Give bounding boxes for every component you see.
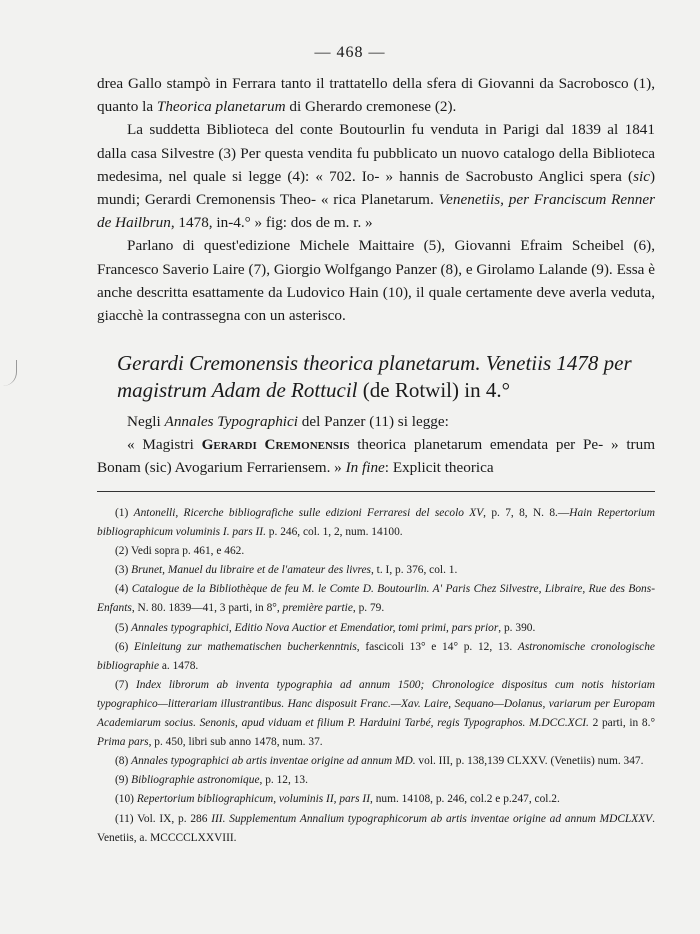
paragraph-4: Negli Annales Typographici del Panzer (11) si legge: — [127, 413, 449, 430]
paragraph-3: Parlano di quest'edizione Michele Maittaire (5), Giovanni Efraim Scheibel (6), Francesco Saverio Laire (7), Giorgio Wolfgango Panzer (8), e Girolamo Lalande (9). Essa è anche descritta esattamente da Ludovico Hain (10), il quale certamente deve averla veduta, giacchè la contrassegna con un asterisco. — [97, 237, 655, 325]
footnote: (3) Brunet, Manuel du libraire et de l'amateur des livres, t. I, p. 376, col. 1. — [115, 564, 458, 577]
footnote: (6) Einleitung zur mathematischen bucherkenntnis, fascicoli 13° e 14° p. 12, 13. Astronomische cronologische bibliographie a. 1478. — [97, 640, 655, 672]
footnote: (1) Antonelli, Ricerche bibliografiche sulle edizioni Ferraresi del secolo XV, p. 7, 8, N. 8.—Hain Repertorium bibliographicum voluminis I. pars II. p. 246, col. 1, 2, num. 14100. — [97, 507, 655, 539]
footnote: (4) Catalogue de la Bibliothèque de feu M. le Comte D. Boutourlin. A' Paris Chez Silvestre, Libraire, Rue des Bons-Enfants, N. 80. 1839—41, 3 parti, in 8°, première partie, p. 79. — [97, 583, 655, 615]
footnote: (8) Annales typographici ab artis inventae origine ad annum MD. vol. III, p. 138,139 CLXXV. (Venetiis) num. 347. — [115, 755, 644, 768]
footnote: (9) Bibliographie astronomique, p. 12, 13. — [115, 774, 308, 787]
footnote-divider — [97, 491, 655, 492]
paragraph-1: drea Gallo stampò in Ferrara tanto il trattatello della sfera di Giovanni da Sacrobosco (1), quanto la Theorica planetarum di Gherardo cremonese (2). — [97, 75, 655, 116]
paragraph-2: La suddetta Biblioteca del conte Boutourlin fu venduta in Parigi dal 1839 al 1841 dalla casa Silvestre (3) Per questa vendita fu pubblicato un nuovo catalogo della Biblioteca medesima, nel quale si legge (4): « 702. Io- » hannis de Sacrobusto Anglici spera (sic) mundi; Gerardi Cremonensis Theo- « rica Planetarum. Venenetiis, per Franciscum Renner de Hailbrun, 1478, in-4.° » fig: dos de m. r. » — [97, 121, 655, 232]
footnote: (7) Index librorum ab inventa typographia ad annum 1500; Chronologice dispositus cum notis historiam typographico—litterariam illustrantibus. Hanc disposuit Franc.—Xav. Laire, Sequano—Dolanus, variarum per Europam Academiarum socius. Senonis, apud viduam et filium P. Harduini Tarbé, regis Typographos. M.DCC.XCI. 2 parti, in 8.° Prima pars, p. 450, libri sub anno 1478, num. 37. — [97, 678, 656, 749]
footnote: (11) Vol. IX, p. 286 III. Supplementum Annalium typographicorum ab artis inventae origine ad annum MDCLXXV. Venetiis, a. MCCCCLXXVIII. — [97, 812, 655, 844]
main-text-2 — [97, 410, 655, 480]
main-text — [97, 72, 655, 327]
margin-mark — [2, 360, 17, 386]
footnote: (2) Vedi sopra p. 461, e 462. — [115, 545, 245, 558]
page-number: — 468 — — [314, 44, 386, 61]
paragraph-5: « Magistri Gerardi Cremonensis theorica planetarum emendata per Pe- » trum Bonam (sic) Avogarium Ferrariensem. » In fine: Explicit theorica — [97, 436, 656, 477]
section-heading: Gerardi Cremonensis theorica planetarum. Venetiis 1478 per magistrum Adam de Rottucil (de Rotwil) in 4.° — [117, 351, 632, 402]
footnote: (5) Annales typographici, Editio Nova Auctior et Emendatior, tomi primi, pars prior, p. 390. — [115, 621, 536, 634]
footnote: (10) Repertorium bibliographicum, voluminis II, pars II, num. 14108, p. 246, col.2 e p.247, col.2. — [115, 793, 560, 806]
footnotes — [97, 504, 655, 848]
